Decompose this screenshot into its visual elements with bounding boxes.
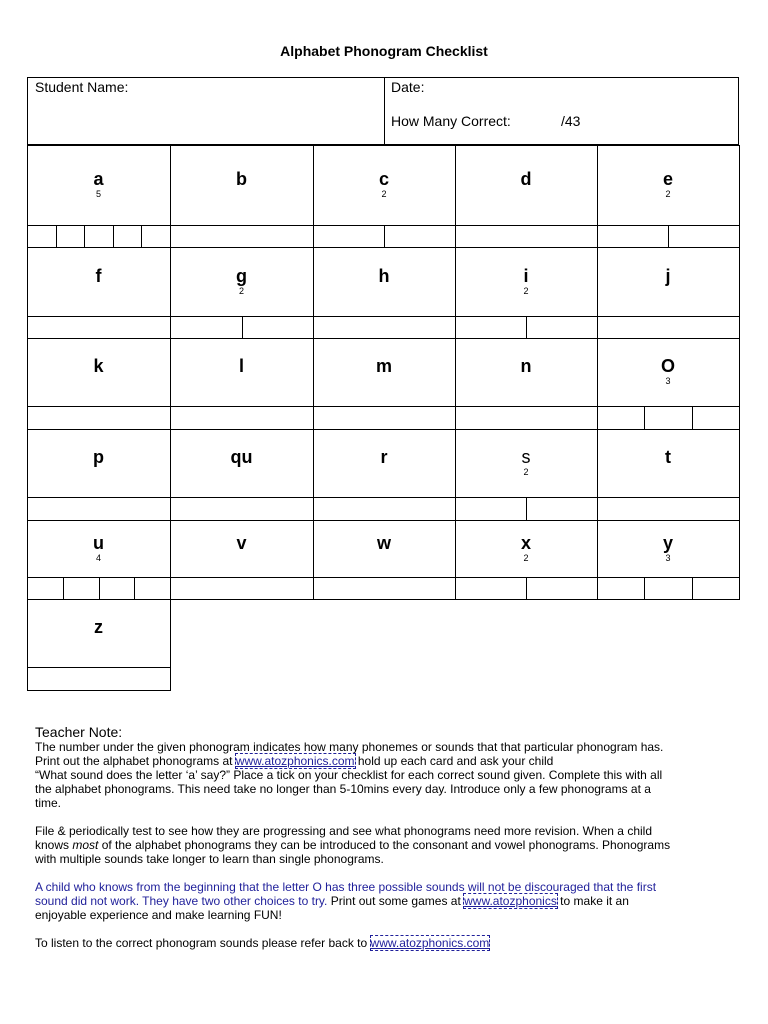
tick-box[interactable] bbox=[170, 225, 313, 247]
phonogram-letter: r bbox=[380, 447, 388, 467]
phonogram-letter: c bbox=[378, 169, 389, 189]
tick-box[interactable] bbox=[242, 316, 313, 338]
phonogram-cell-k bbox=[27, 338, 170, 406]
tick-box[interactable] bbox=[170, 406, 313, 429]
grid-column-border bbox=[739, 429, 740, 521]
phonogram-cell-d bbox=[455, 145, 597, 225]
phonogram-letter: d bbox=[520, 169, 532, 189]
phonogram-letter: O bbox=[660, 356, 675, 376]
teacher-note-heading: Teacher Note: bbox=[35, 724, 123, 740]
tick-box[interactable] bbox=[313, 406, 455, 429]
tick-box[interactable] bbox=[597, 316, 739, 338]
tick-box[interactable] bbox=[170, 497, 313, 520]
note-emphasis: most bbox=[72, 838, 99, 852]
tick-box[interactable] bbox=[113, 225, 141, 247]
tick-box[interactable] bbox=[63, 577, 99, 599]
tick-box[interactable] bbox=[27, 406, 170, 429]
note-text: knows bbox=[35, 838, 73, 852]
phonogram-letter: i bbox=[523, 266, 529, 286]
phoneme-count: 2 bbox=[523, 286, 529, 296]
phonogram-letter: x bbox=[520, 533, 531, 553]
note-text: To listen to the correct phonogram sounds please refer back to bbox=[35, 936, 371, 950]
grid-column-border bbox=[739, 247, 740, 339]
tick-box[interactable] bbox=[99, 577, 134, 599]
phonogram-letter: e bbox=[662, 169, 673, 189]
tick-box[interactable] bbox=[455, 316, 526, 338]
tick-box[interactable] bbox=[27, 667, 170, 690]
grid-column-border bbox=[170, 599, 171, 691]
tick-box[interactable] bbox=[27, 316, 170, 338]
tick-box[interactable] bbox=[668, 225, 739, 247]
note-line bbox=[35, 838, 735, 852]
phonogram-letter: h bbox=[378, 266, 390, 286]
phonogram-cell-h bbox=[313, 247, 455, 316]
phonogram-cell-m bbox=[313, 338, 455, 406]
note-text: sound did not work. They have two other choices to try. bbox=[35, 894, 328, 908]
phonogram-cell-n bbox=[455, 338, 597, 406]
phonogram-cell-j bbox=[597, 247, 739, 316]
phoneme-count: 3 bbox=[665, 553, 671, 563]
phonogram-letter: s bbox=[521, 447, 531, 467]
tick-box[interactable] bbox=[692, 577, 739, 599]
tick-box[interactable] bbox=[384, 225, 455, 247]
note-text: Print out the alphabet phonograms at bbox=[35, 754, 236, 768]
correct-total: /43 bbox=[561, 113, 581, 129]
note-text: to make it an bbox=[556, 894, 629, 908]
phoneme-count: 2 bbox=[381, 189, 387, 199]
phoneme-count: 4 bbox=[95, 553, 101, 563]
tick-box[interactable] bbox=[313, 577, 455, 599]
phonogram-cell-t bbox=[597, 429, 739, 497]
note-line: File & periodically test to see how they are progressing and see what phonograms need more revision. When a child bbox=[35, 824, 652, 838]
phonogram-letter: y bbox=[662, 533, 673, 553]
page-title: Alphabet Phonogram Checklist bbox=[280, 43, 488, 59]
phonogram-letter: u bbox=[93, 533, 104, 553]
note-line: time. bbox=[35, 796, 62, 810]
tick-box[interactable] bbox=[455, 577, 526, 599]
phonogram-cell-s bbox=[455, 429, 597, 497]
note-line bbox=[35, 894, 735, 908]
tick-box[interactable] bbox=[313, 497, 455, 520]
phonogram-letter: j bbox=[665, 266, 671, 286]
phoneme-count: 3 bbox=[665, 376, 671, 386]
phoneme-count: 2 bbox=[238, 286, 244, 296]
phoneme-count: 2 bbox=[523, 467, 529, 477]
date-label: Date: bbox=[391, 79, 425, 95]
tick-box[interactable] bbox=[597, 225, 668, 247]
phonogram-letter: a bbox=[93, 169, 104, 189]
grid-row-border bbox=[27, 690, 171, 691]
phonogram-letter: qu bbox=[230, 447, 253, 467]
tick-box[interactable] bbox=[526, 577, 597, 599]
tick-box[interactable] bbox=[27, 577, 63, 599]
phonogram-letter: t bbox=[665, 447, 671, 467]
atozphonics-sounds-link[interactable]: www.atozphonics.com bbox=[370, 936, 490, 950]
note-line: A child who knows from the beginning that the letter O has three possible sounds will not be discouraged that the first bbox=[35, 880, 657, 894]
phonogram-cell-qu bbox=[170, 429, 313, 497]
tick-box[interactable] bbox=[84, 225, 113, 247]
note-line bbox=[35, 754, 735, 768]
tick-box[interactable] bbox=[526, 316, 597, 338]
teacher-note-paragraph-1 bbox=[35, 740, 735, 810]
phonogram-cell-a bbox=[27, 145, 170, 225]
student-info-box bbox=[27, 77, 739, 145]
phonogram-cell-x bbox=[455, 520, 597, 577]
phonogram-letter: v bbox=[236, 533, 247, 553]
tick-box[interactable] bbox=[313, 225, 384, 247]
grid-column-border bbox=[739, 145, 740, 248]
atozphonics-games-link[interactable]: www.atozphonics bbox=[464, 894, 557, 908]
phonogram-cell-w bbox=[313, 520, 455, 577]
tick-box[interactable] bbox=[56, 225, 84, 247]
note-line: The number under the given phonogram indicates how many phonemes or sounds that that particular phonogram has. bbox=[35, 740, 664, 754]
note-line: enjoyable experience and make learning FUN! bbox=[35, 908, 282, 922]
note-line: the alphabet phonograms. This need take no longer than 5-10mins every day. Introduce only a few phonograms at a bbox=[35, 782, 651, 796]
phonogram-letter: p bbox=[93, 447, 104, 467]
grid-column-border bbox=[739, 338, 740, 430]
phonogram-letter: f bbox=[95, 266, 102, 286]
tick-box[interactable] bbox=[27, 225, 56, 247]
phonogram-cell-p bbox=[27, 429, 170, 497]
tick-box[interactable] bbox=[597, 577, 644, 599]
phonogram-letter: l bbox=[238, 356, 244, 376]
tick-box[interactable] bbox=[692, 406, 739, 429]
phoneme-count: 2 bbox=[523, 553, 529, 563]
tick-box[interactable] bbox=[27, 497, 170, 520]
student-name-label: Student Name: bbox=[35, 79, 129, 95]
phonogram-cell-y bbox=[597, 520, 739, 577]
phonogram-cell-f bbox=[27, 247, 170, 316]
tick-box[interactable] bbox=[644, 577, 692, 599]
correct-count-label: How Many Correct: bbox=[391, 113, 511, 129]
tick-box[interactable] bbox=[455, 497, 526, 520]
phonogram-cell-e bbox=[597, 145, 739, 225]
note-text: Print out some games at bbox=[327, 894, 465, 908]
header-divider bbox=[384, 78, 385, 144]
teacher-note-paragraph-2 bbox=[35, 824, 735, 866]
note-text: of the alphabet phonograms they can be introduced to the consonant and vowel phonograms. Phonograms bbox=[98, 838, 671, 852]
phonogram-letter: b bbox=[236, 169, 247, 189]
tick-box[interactable] bbox=[644, 406, 692, 429]
tick-box[interactable] bbox=[170, 316, 242, 338]
phonogram-cell-g bbox=[170, 247, 313, 316]
phonogram-letter: g bbox=[236, 266, 247, 286]
phonogram-cell-u bbox=[27, 520, 170, 577]
grid-column-border bbox=[739, 520, 740, 600]
phonogram-letter: k bbox=[93, 356, 104, 376]
phonogram-letter: m bbox=[375, 356, 392, 376]
tick-box[interactable] bbox=[597, 497, 739, 520]
phonogram-letter: w bbox=[376, 533, 391, 553]
phonogram-cell-o bbox=[597, 338, 739, 406]
phonogram-cell-c bbox=[313, 145, 455, 225]
atozphonics-link[interactable]: www.atozphonics.com bbox=[235, 754, 355, 768]
tick-box[interactable] bbox=[455, 225, 597, 247]
phonogram-cell-l bbox=[170, 338, 313, 406]
tick-box[interactable] bbox=[597, 406, 644, 429]
teacher-note-paragraph-4 bbox=[35, 936, 735, 950]
note-line: with multiple sounds take longer to learn than single phonograms. bbox=[35, 852, 384, 866]
phonogram-cell-i bbox=[455, 247, 597, 316]
phonogram-cell-b bbox=[170, 145, 313, 225]
phonogram-cell-r bbox=[313, 429, 455, 497]
tick-box[interactable] bbox=[134, 577, 170, 599]
note-text: hold up each card and ask your child bbox=[354, 754, 554, 768]
note-line: “What sound does the letter ‘a’ say?” Place a tick on your checklist for each correct sound given. Complete this with all bbox=[35, 768, 663, 782]
tick-box[interactable] bbox=[313, 316, 455, 338]
phoneme-count: 5 bbox=[95, 189, 101, 199]
tick-box[interactable] bbox=[526, 497, 597, 520]
tick-box[interactable] bbox=[141, 225, 170, 247]
phonogram-cell-z bbox=[27, 599, 170, 667]
phonogram-letter: n bbox=[520, 356, 532, 376]
phonogram-letter: z bbox=[94, 617, 103, 637]
teacher-note-paragraph-3 bbox=[35, 880, 735, 922]
phonogram-cell-v bbox=[170, 520, 313, 577]
tick-box[interactable] bbox=[455, 406, 597, 429]
phoneme-count: 2 bbox=[665, 189, 671, 199]
tick-box[interactable] bbox=[170, 577, 313, 599]
